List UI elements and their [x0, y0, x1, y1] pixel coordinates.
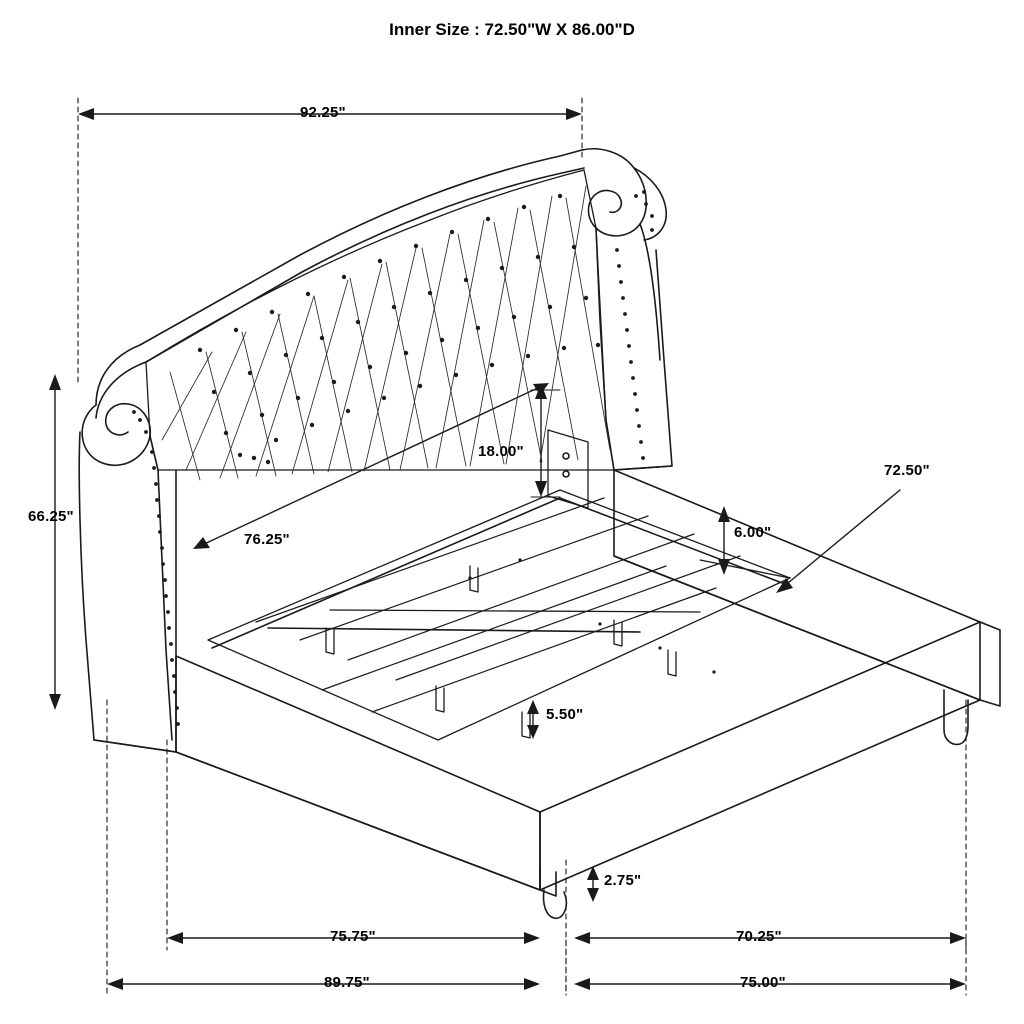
dim-label-75-75: 75.75": [330, 928, 376, 945]
dim-label-5-50: 5.50": [546, 706, 584, 723]
dim-label-6-00: 6.00": [734, 524, 772, 541]
dim-label-70-25: 70.25": [736, 928, 782, 945]
dim-label-76-25: 76.25": [244, 531, 290, 548]
dim-label-92-25: 92.25": [300, 104, 346, 121]
dim-label-2-75: 2.75": [604, 872, 642, 889]
dim-label-66-25: 66.25": [28, 508, 74, 525]
page-title: Inner Size : 72.50"W X 86.00"D: [389, 20, 635, 39]
dim-label-18-00: 18.00": [478, 443, 524, 460]
dim-label-89-75: 89.75": [324, 974, 370, 991]
dim-label-75-00: 75.00": [740, 974, 786, 991]
dim-label-72-50: 72.50": [884, 462, 930, 479]
